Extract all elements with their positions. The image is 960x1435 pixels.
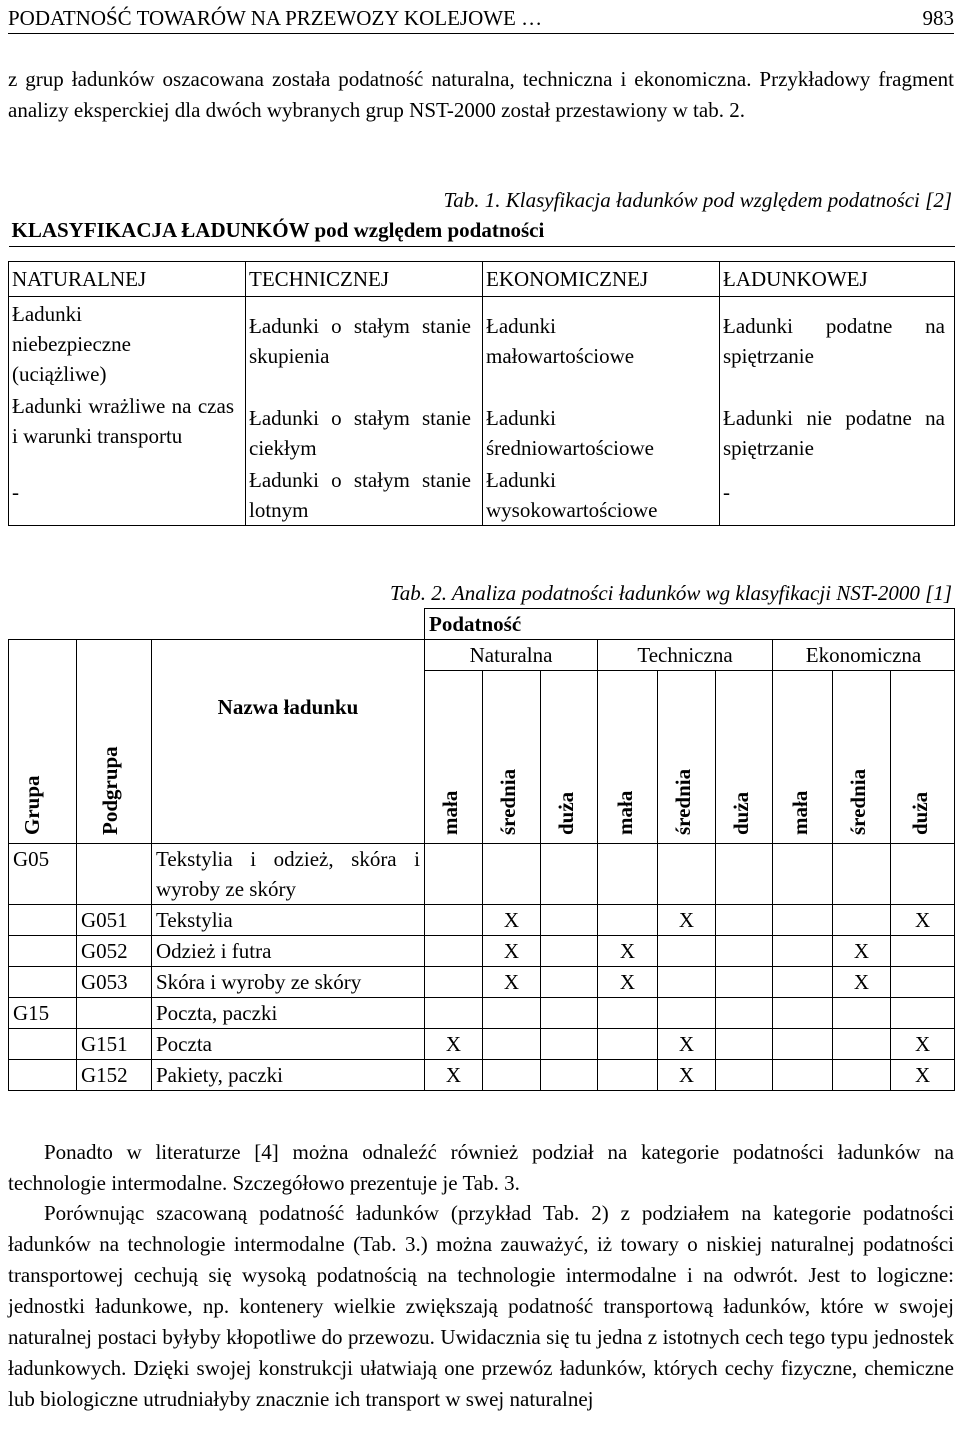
table2-cell-mark: [483, 844, 541, 905]
running-header-title: PODATNOŚĆ TOWARÓW NA PRZEWOZY KOLEJOWE …: [8, 6, 543, 30]
table2-cell-mark: [658, 967, 716, 998]
table2-cell-grupa: [9, 967, 77, 998]
table2-group-techniczna: Techniczna: [598, 640, 773, 671]
table2-cell-mark: [716, 998, 773, 1029]
table2-cell-nazwa: Poczta, paczki: [152, 998, 425, 1029]
table2-cell-grupa: [9, 1060, 77, 1091]
table2-cell-mark: [891, 967, 955, 998]
table2-cell-podgrupa: G053: [77, 967, 152, 998]
table2-cell-mark: [716, 1029, 773, 1060]
paragraph-1: Ponadto w literaturze [4] można odnaleźć również podział na kategorie podatności ładunków na technologie intermodalne. Szczegółowo prezentuje je Tab. 3.: [8, 1140, 954, 1195]
table2-cell-mark: [716, 967, 773, 998]
table2-cell-podgrupa: G151: [77, 1029, 152, 1060]
table2-cell-mark: [833, 844, 891, 905]
table2-cell-mark: [773, 936, 833, 967]
running-header: [8, 3, 954, 34]
table1-cell: Ładunki o stałym stanie lotnym: [249, 468, 471, 522]
page-number: 983: [922, 6, 954, 30]
table2-row: [9, 1060, 955, 1091]
table2-level: mała: [598, 671, 658, 844]
table2-col-podgrupa-label: Podgrupa: [98, 746, 122, 835]
table2-cell-mark: [833, 1060, 891, 1091]
table1-cell: -: [12, 480, 19, 504]
table2-cell-mark: [833, 1029, 891, 1060]
table2-cell-mark: [598, 1029, 658, 1060]
table2-col-grupa-label: Grupa: [20, 775, 44, 835]
table2-cell-mark: X: [425, 1029, 483, 1060]
table2-cell-mark: [716, 905, 773, 936]
table1-cell: -: [723, 480, 730, 504]
table2-cell-mark: [891, 998, 955, 1029]
table2-cell-mark: X: [658, 1029, 716, 1060]
table1-title: KLASYFIKACJA ŁADUNKÓW pod względem podatności: [9, 214, 955, 247]
table1-cell: Ładunki wysokowartościowe: [486, 468, 658, 522]
table1-cell: Ładunki średniowartościowe: [486, 406, 654, 460]
table2-cell-mark: [773, 905, 833, 936]
paragraph-2: Porównując szacowaną podatność ładunków (przykład Tab. 2) z podziałem na kategorie podatności ładunków na technologie intermodalne (Tab. 3.) można zauważyć, iż towary o niskiej naturalnej podatności transportowej cechują się wysoką podatnością na technologie intermodalne i na odwrót. Jest to logiczne: jednostki ładunkowe, np. kontenery wielkie zwiększają podatność transportową ładunków, które w swojej naturalnej postaci byłyby kłopotliwe do przewozu. Uwidacznia się tu jedna z istotnych cech tego typu jednostek ładunkowych. Dzięki swojej konstrukcji ułatwiają one przewóz ładunków, których cechy fizyczne, chemiczne lub biologiczne utrudniałyby znacznie ich transport w swej naturalnej: [8, 1201, 954, 1411]
table2-cell-mark: [773, 1029, 833, 1060]
table1: [8, 214, 955, 526]
table2-cell-mark: [891, 936, 955, 967]
table2-cell-mark: [541, 1029, 598, 1060]
table2-cell-mark: [658, 998, 716, 1029]
table2-cell-grupa: G05: [9, 844, 77, 905]
table2-cell-mark: [483, 1060, 541, 1091]
table2-cell-podgrupa: [77, 998, 152, 1029]
table2-col-nazwa: Nazwa ładunku: [152, 640, 425, 844]
table2-cell-mark: X: [833, 967, 891, 998]
table2-cell-mark: [425, 936, 483, 967]
table2-cell-mark: X: [658, 1060, 716, 1091]
table1-col-header: TECHNICZNEJ: [246, 262, 483, 297]
table2-cell-nazwa: Skóra i wyroby ze skóry: [152, 967, 425, 998]
table2-cell-mark: [598, 905, 658, 936]
table1-row: [9, 389, 955, 463]
table2-cell-mark: [773, 1060, 833, 1091]
table2-cell-mark: [425, 998, 483, 1029]
table2-cell-nazwa: Tekstylia: [152, 905, 425, 936]
table2-cell-mark: X: [483, 936, 541, 967]
table2-row: [9, 967, 955, 998]
table2-row: [9, 905, 955, 936]
table1-cell: Ładunki o stałym stanie skupienia: [249, 314, 471, 368]
table1-col-header: ŁADUNKOWEJ: [720, 262, 955, 297]
table2-cell-mark: X: [658, 905, 716, 936]
table2-cell-grupa: G15: [9, 998, 77, 1029]
table1-cell: Ładunki niebezpieczne (uciążliwe): [12, 302, 131, 386]
table2-cell-mark: X: [483, 905, 541, 936]
table2-level: średnia: [833, 671, 891, 844]
table2-cell-grupa: [9, 1029, 77, 1060]
intro-paragraph: z grup ładunków oszacowana została podatność naturalna, techniczna i ekonomiczna. Przykładowy fragment analizy eksperckiej dla dwóch wybranych grup NST-2000 został przestawiony w tab. 2.: [8, 67, 954, 122]
table2-cell-mark: [541, 936, 598, 967]
table1-row: [9, 297, 955, 390]
table2-level: średnia: [658, 671, 716, 844]
table2-level: średnia: [483, 671, 541, 844]
table1-caption: Tab. 1. Klasyfikacja ładunków pod względem podatności [2]: [443, 188, 952, 212]
table2-row: [9, 998, 955, 1029]
table2-cell-mark: [541, 1060, 598, 1091]
table2-cell-mark: X: [891, 1060, 955, 1091]
table2-cell-grupa: [9, 905, 77, 936]
table2-cell-grupa: [9, 936, 77, 967]
table2-cell-mark: [425, 905, 483, 936]
table1-cell: Ładunki małowartościowe: [486, 314, 635, 368]
table2-cell-mark: X: [483, 967, 541, 998]
table2-level: duża: [716, 671, 773, 844]
table2: [8, 608, 955, 1091]
table2-cell-nazwa: Pakiety, paczki: [152, 1060, 425, 1091]
table2-cell-mark: [425, 844, 483, 905]
table2-cell-mark: [541, 998, 598, 1029]
table2-cell-mark: [541, 844, 598, 905]
table2-level: duża: [891, 671, 955, 844]
table2-group-ekonomiczna: Ekonomiczna: [773, 640, 955, 671]
table2-cell-mark: [716, 936, 773, 967]
table2-group-naturalna: Naturalna: [425, 640, 598, 671]
table2-cell-mark: X: [425, 1060, 483, 1091]
table1-cell: Ładunki wrażliwe na czas i warunki transportu: [12, 394, 234, 448]
table2-row: [9, 936, 955, 967]
table2-cell-mark: [598, 998, 658, 1029]
table1-col-header: NATURALNEJ: [9, 262, 246, 297]
table1-cell: Ładunki o stałym stanie ciekłym: [249, 406, 471, 460]
table1-row: [9, 463, 955, 526]
table1-cell: Ładunki nie podatne na spiętrzanie: [723, 406, 945, 460]
table2-cell-mark: [598, 844, 658, 905]
table2-cell-podgrupa: G051: [77, 905, 152, 936]
table2-row: [9, 1029, 955, 1060]
table2-cell-mark: [716, 844, 773, 905]
table2-cell-mark: [833, 905, 891, 936]
table2-cell-mark: X: [598, 936, 658, 967]
table2-col-grupa: [9, 640, 77, 844]
table2-cell-nazwa: Odzież i futra: [152, 936, 425, 967]
table2-cell-mark: [541, 967, 598, 998]
table2-level: mała: [773, 671, 833, 844]
table2-cell-mark: [598, 1060, 658, 1091]
table2-cell-mark: [658, 844, 716, 905]
table2-cell-nazwa: Poczta: [152, 1029, 425, 1060]
table2-cell-mark: [483, 998, 541, 1029]
table2-cell-mark: [773, 967, 833, 998]
table2-caption: Tab. 2. Analiza podatności ładunków wg klasyfikacji NST-2000 [1]: [390, 581, 952, 605]
table2-level: mała: [425, 671, 483, 844]
table2-cell-mark: X: [891, 1029, 955, 1060]
table2-cell-mark: X: [891, 905, 955, 936]
table2-cell-mark: [773, 998, 833, 1029]
table2-cell-mark: [425, 967, 483, 998]
table2-cell-podgrupa: [77, 844, 152, 905]
table1-cell: Ładunki podatne na spiętrzanie: [723, 314, 945, 368]
table2-cell-mark: X: [833, 936, 891, 967]
table2-cell-mark: [658, 936, 716, 967]
table2-cell-mark: [483, 1029, 541, 1060]
table2-cell-nazwa: Tekstylia i odzież, skóra i wyroby ze skóry: [152, 844, 425, 905]
table1-col-header: EKONOMICZNEJ: [483, 262, 720, 297]
table2-cell-mark: [541, 905, 598, 936]
table2-cell-mark: X: [598, 967, 658, 998]
table2-level: duża: [541, 671, 598, 844]
table2-row: [9, 844, 955, 905]
table2-cell-mark: [773, 844, 833, 905]
table2-cell-podgrupa: G152: [77, 1060, 152, 1091]
table2-col-podgrupa: [77, 640, 152, 844]
table2-cell-mark: [891, 844, 955, 905]
table2-cell-podgrupa: G052: [77, 936, 152, 967]
table2-podatnosc-header: Podatność: [425, 609, 955, 640]
table2-cell-mark: [833, 998, 891, 1029]
table2-cell-mark: [716, 1060, 773, 1091]
